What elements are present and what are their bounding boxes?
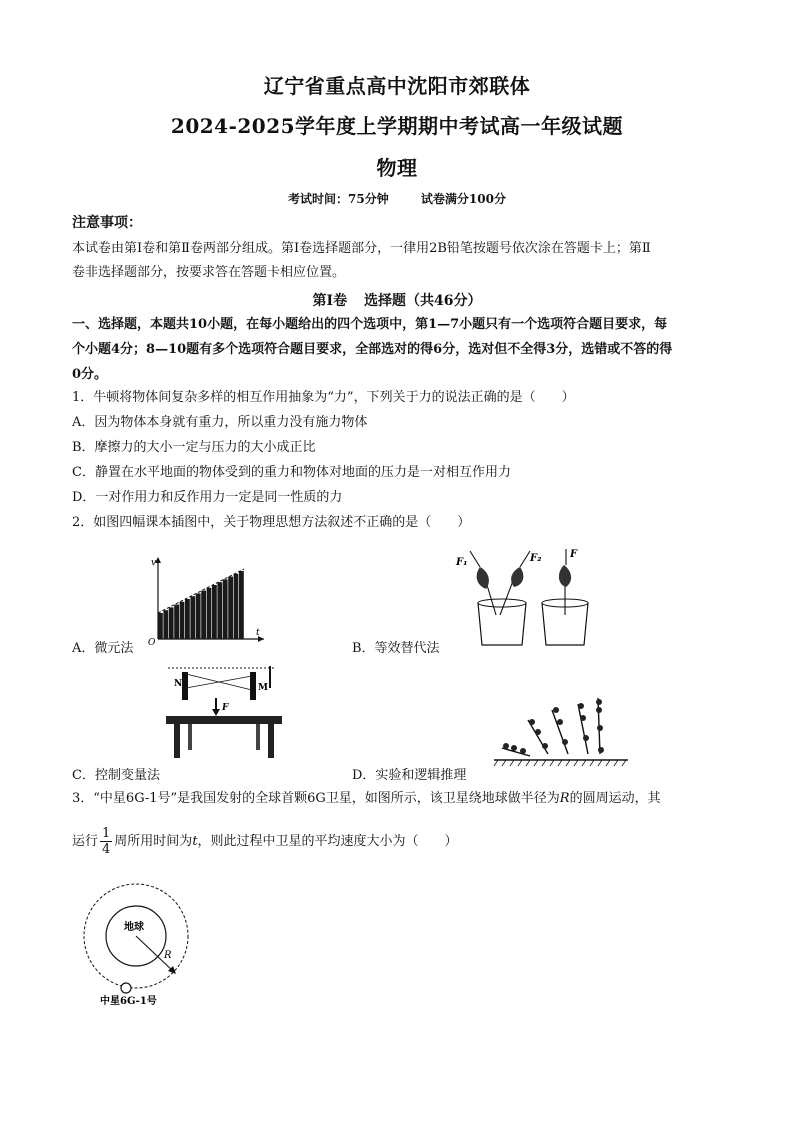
fig-a-step-bar — [169, 607, 174, 639]
fig-c-table-leg-1 — [174, 724, 180, 758]
fig-d-incline-4 — [578, 704, 588, 754]
fig-a-step-bar — [185, 599, 190, 639]
exam-title-line2: 2024-2025学年度上学期期中考试高一年级试题 — [170, 114, 624, 138]
fig-b-hand-2 — [511, 567, 523, 587]
notice-heading: 注意事项： — [72, 215, 142, 231]
fig-c-light-ray-2 — [186, 676, 252, 688]
fig-b-f-label: F — [570, 549, 578, 560]
exam-meta — [0, 190, 794, 207]
instructions-line-1: 一、选择题，本题共10小题，在每小题给出的四个选项中，第1—7小题只有一个选项符合题目要求，每 — [72, 317, 668, 332]
fig-c-n-label: N — [174, 679, 183, 689]
fig-c-tabletop — [166, 716, 282, 724]
q2-option-d: D．实验和逻辑推理 — [352, 768, 467, 783]
q2-stem: 2．如图四幅课本插图中，关于物理思想方法叙述不正确的是（ ） — [72, 515, 471, 530]
fig-b-hand-1 — [477, 567, 489, 589]
notice-line-1: 本试卷由第Ⅰ卷和第Ⅱ卷两部分组成。第Ⅰ卷选择题部分，一律用2B铅笔按题号依次涂在答题卡上；第Ⅱ — [72, 241, 651, 256]
q1-option-d: D．一对作用力和反作用力一定是同一性质的力 — [72, 490, 343, 505]
fig-c-force-arrow-head — [212, 709, 220, 716]
full-score: 试卷满分100分 — [420, 192, 506, 206]
q3-fraction-denominator: 4 — [102, 842, 111, 857]
fig-d-ground-hatch — [494, 760, 626, 766]
fig-c-table-leg-2 — [268, 724, 274, 758]
q3-line2-part2: 周所用时间为 — [114, 834, 193, 849]
q2-option-c: C．控制变量法 — [72, 768, 160, 783]
fig-c-mirror-n — [182, 672, 188, 700]
q1-option-b: B．摩擦力的大小一定与压力的大小成正比 — [72, 440, 316, 455]
q2-figure-c — [164, 664, 286, 760]
q2-figure-a — [146, 555, 266, 647]
fig-a-v-label: v — [151, 558, 157, 568]
section-volume: 第Ⅰ卷 — [312, 293, 348, 309]
q3-satellite-label: 中星6G-1号 — [100, 996, 157, 1007]
fig-a-step-bar — [228, 577, 233, 639]
q3-figure-orbit — [80, 880, 200, 1010]
notice-line-2: 卷非选择题部分，按要求答在答题卡相应位置。 — [72, 265, 346, 280]
fig-a-step-bar — [158, 613, 163, 639]
q2-option-a: A．微元法 — [72, 641, 134, 656]
fig-d-incline-3 — [552, 710, 568, 754]
exam-title-line1: 辽宁省重点高中沈阳市郊联体 — [263, 74, 531, 98]
q3-radius-label: R — [164, 950, 172, 961]
exam-time: 考试时间：75分钟 — [288, 192, 389, 206]
q3-stem-part1: 3．“中星6G-1号”是我国发射的全球首颗6G卫星，如图所示，该卫星绕地球做半径为 — [72, 791, 560, 806]
fig-c-table-leg-4 — [256, 724, 260, 750]
q3-line2-part3: ，则此过程中卫星的平均速度大小为（ ） — [197, 834, 458, 849]
fig-c-mirror-m — [250, 672, 256, 700]
fig-b-f1-label: F₁ — [456, 557, 468, 568]
fig-c-m-label: M — [258, 683, 268, 693]
fig-b-arrow-f1 — [470, 551, 480, 567]
q3-stem-line1 — [72, 790, 732, 808]
fig-a-step-bar — [223, 579, 228, 639]
fig-c-f-label: F — [222, 703, 229, 713]
fig-a-step-bar — [201, 591, 206, 639]
fig-b-cup-left-rim — [478, 599, 526, 607]
instructions-line-3: 0分。 — [72, 367, 108, 382]
fig-a-step-bar — [196, 593, 201, 639]
fig-b-arrow-f2 — [520, 551, 530, 567]
section-name: 选择题（共46分） — [363, 293, 482, 309]
fig-a-t-label: t — [256, 628, 260, 638]
fig-a-step-bars — [158, 571, 244, 639]
q3-fraction-numerator: 1 — [102, 826, 111, 841]
q3-satellite-marker — [121, 983, 131, 993]
q3-stem-line2 — [72, 826, 732, 860]
fig-b-f2-label: F₂ — [530, 553, 542, 564]
fig-a-step-bar — [234, 574, 239, 639]
q3-line2-part1: 运行 — [72, 834, 99, 849]
fig-a-origin-label: O — [148, 638, 156, 647]
q1-option-c: C．静置在水平地面的物体受到的重力和物体对地面的压力是一对相互作用力 — [72, 465, 511, 480]
section-heading — [0, 290, 794, 310]
fig-a-step-bar — [163, 610, 168, 639]
fig-a-step-bar — [190, 596, 195, 639]
fig-a-step-bar — [239, 571, 244, 639]
q3-stem-part2: 的圆周运动，其 — [569, 791, 661, 806]
instructions-line-2: 个小题4分；8—10题有多个选项符合题目要求，全部选对的得6分，选对但不全得3分，选错或不答的得 — [72, 342, 673, 357]
fig-d-balls — [503, 699, 604, 754]
fig-b-hand-3 — [559, 565, 571, 587]
q2-figure-d — [490, 696, 630, 770]
q2-figure-b — [440, 545, 590, 651]
fig-a-step-bar — [217, 582, 222, 639]
fig-a-step-bar — [180, 602, 185, 639]
fig-a-step-bar — [212, 585, 217, 639]
q1-stem: 1．牛顿将物体间复杂多样的相互作用抽象为“力”，下列关于力的说法正确的是（ ） — [72, 390, 575, 405]
q1-option-a: A．因为物体本身就有重力，所以重力没有施力物体 — [72, 415, 368, 430]
q3-fraction — [100, 826, 112, 857]
fig-a-step-bar — [174, 605, 179, 639]
fig-c-table-leg-3 — [188, 724, 192, 750]
subject-title: 物理 — [376, 156, 418, 180]
q3-r-symbol: R — [559, 791, 570, 806]
q3-earth-label: 地球 — [124, 922, 144, 933]
fig-a-step-bar — [207, 588, 212, 639]
q3-t-symbol: t — [192, 834, 198, 849]
q2-option-b: B．等效替代法 — [352, 641, 440, 656]
